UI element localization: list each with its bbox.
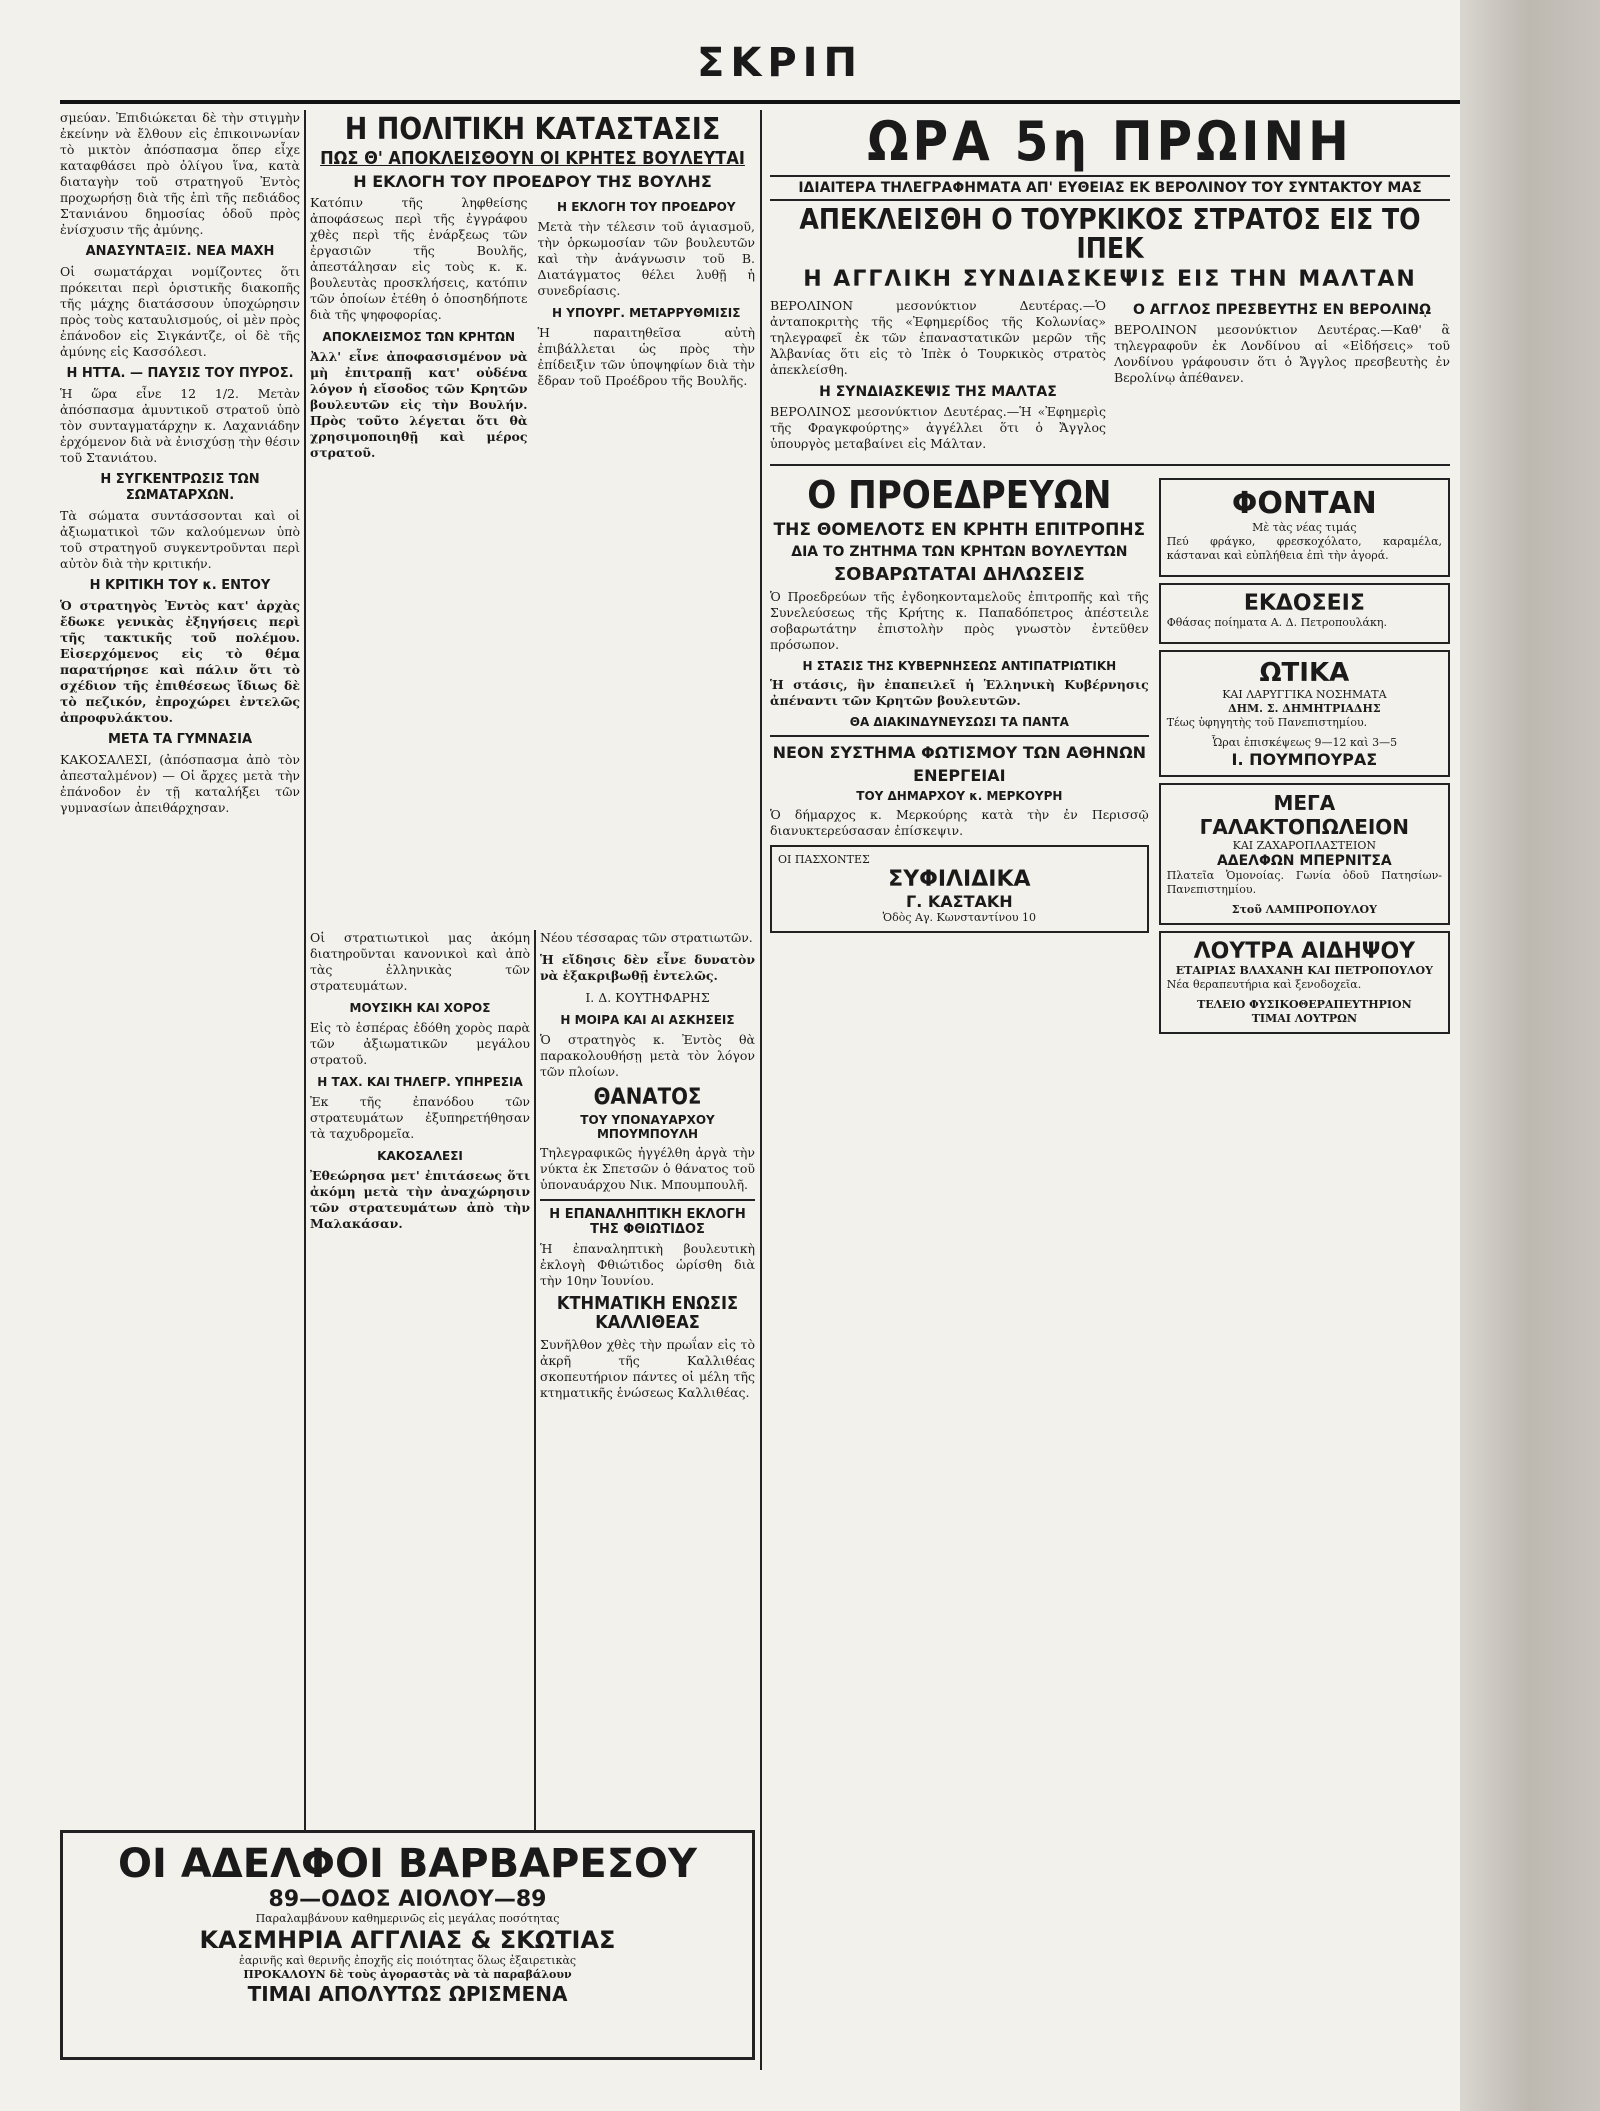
- article-title: Η ΠΟΛΙΤΙΚΗ ΚΑΤΑΣΤΑΣΙΣ: [344, 112, 721, 147]
- ad-title: ΣΥΦΙΛΙΔΙΚΑ: [888, 867, 1031, 893]
- paragraph: Ἐθεώρησα μετ' ἐπιτάσεως ὅτι ἀκόμη μετὰ τὴν ἀναχώρησιν τῶν στρατευμάτων ἀπὸ τὴν Μαλακάσαν.: [310, 1168, 530, 1231]
- death-subtitle: ΤΟΥ ΥΠΟΝΑΥΑΡΧΟΥ ΜΠΟΥΜΠΟΥΛΗ: [580, 1113, 715, 1142]
- section-heading: Η ΣΤΑΣΙΣ ΤΗΣ ΚΥΒΕΡΝΗΣΕΩΣ ΑΝΤΙΠΑΤΡΙΩΤΙΚΗ: [802, 659, 1117, 674]
- paragraph: Οἱ στρατιωτικοὶ μας ἀκόμη διατηροῦνται κανονικοὶ καὶ ἀπὸ τὰς ἐλληνικὰς τῶν στρατευμάτων.: [310, 930, 530, 993]
- divider: [540, 1199, 755, 1201]
- article-subtitle: ΔΙΑ ΤΟ ΖΗΤΗΜΑ ΤΩΝ ΚΡΗΤΩΝ ΒΟΥΛΕΥΤΩΝ: [791, 544, 1128, 561]
- paragraph: ΒΕΡΟΛΙΝΟΝ μεσονύκτιον Δευτέρας.—Καθ' ἃ τηλεγραφοῦν ἐκ Λονδίνου αἱ «Εἰδήσεις» τοῦ Λονδίνου γράφουσιν ὅτι ὁ Ἄγγλος πρεσβευτὴς ἐν Βερολίνῳ ἀπέθανεν.: [1114, 322, 1450, 386]
- lighting-title: ΝΕΟΝ ΣΥΣΤΗΜΑ ΦΩΤΙΣΜΟΥ ΤΩΝ ΑΘΗΝΩΝ: [772, 743, 1147, 763]
- ad-line: Στοῦ ΛΑΜΠΡΟΠΟΥΛΟΥ: [1231, 903, 1377, 917]
- paragraph: Ἡ παραιτηθεῖσα αὐτὴ ἐπιβάλλεται ὡς πρὸς τὴν ἐπίδειξιν τῶν ὑποψηφίων διὰ τὴν ἔδραν τοῦ Προέδρου τῆς Βουλῆς.: [537, 325, 755, 389]
- paragraph: Κατόπιν τῆς ληφθείσης ἀποφάσεως περὶ τῆς ἐγγράφου χθὲς περὶ τῆς ἐνάρξεως τῶν ἐργασιῶν τῆς Βουλῆς, ἀπεστάλησαν εἰς τοὺς κ. κ. βουλευτὰς προσκλήσεις, κατόπιν τῶν ὁποίων ἐτέθη ὁ ὁποσηδήποτε διὰ τῆς ψηφοφορίας.: [310, 195, 528, 323]
- divider: [770, 464, 1450, 466]
- ad-title: ΦΟΝΤΑΝ: [1231, 486, 1377, 522]
- ad-name: ΔΗΜ. Σ. ΔΗΜΗΤΡΙΑΔΗΣ: [1228, 702, 1381, 716]
- ad-line: ΠΡΟΚΑΛΟΥΝ δὲ τοὺς ἀγοραστὰς νὰ τὰ παραβάλουν: [243, 1968, 572, 1981]
- ad-text: Πεύ φράγκο, φρεσκοχόλατο, καραμέλα, κάσταναι καὶ εὐπλήθεια ἐπὶ τὴν ἀγορά.: [1166, 535, 1442, 563]
- column-rule: [760, 110, 762, 2070]
- ad-title: ΕΚΔΟΣΕΙΣ: [1243, 591, 1365, 617]
- paragraph: Ἀλλ' εἶνε ἀποφασισμένον νὰ μὴ ἐπιτραπῇ κατ' οὐδένα λόγον ἡ εἴσοδος τῶν Κρητῶν βουλευτῶν εἰς τὴν Βουλήν. Πρὸς τοῦτο λέγεται ὅτι θὰ χρησιμοποιηθῇ καὶ μέρος στρατοῦ.: [310, 349, 528, 461]
- ad-name: Γ. ΚΑΣΤΑΚΗ: [906, 892, 1013, 912]
- section-heading: Η ΤΑΧ. ΚΑΙ ΤΗΛΕΓΡ. ΥΠΗΡΕΣΙΑ: [317, 1075, 523, 1089]
- paragraph: Ὁ στρατηγὸς Ἐντὸς κατ' ἀρχὰς ἔδωκε γενικὰς ἐξηγήσεις περὶ τῆς τακτικῆς τοῦ πολέμου. Εἰσερχόμενος εἰς τὸ θέμα παρατήρησε καὶ πάλιν ὅτι τὸ σχέδιον τῆς ἐπιθέσεως ἴδιως δὲ τὸ πεζικόν, ἐπροχώρει ἐντελῶς ἀπροφυλάκτου.: [60, 598, 300, 725]
- ad-title: ΩΤΙΚΑ: [1259, 658, 1350, 689]
- ad-line: ΟΙ ΠΑΣΧΟΝΤΕΣ: [778, 853, 870, 867]
- ad-line: ἐαρινῆς καὶ θερινῆς ἐποχῆς εἰς ποιότητας ὅλως ἐξαιρετικὰς: [238, 1954, 577, 1967]
- section-heading: Η ΕΚΛΟΓΗ ΤΟΥ ΠΡΟΕΔΡΟΥ: [556, 200, 736, 215]
- death-title: ΘΑΝΑΤΟΣ: [593, 1085, 702, 1110]
- paragraph: Ὁ Προεδρεύων τῆς ἐγδοηκονταμελοῦς ἐπιτροπῆς καὶ τῆς Συνελεύσεως τῆς Κρήτης κ. Παπαδόπετρος ἀπέστειλε σοβαρωτάτην ἐπιστολὴν πρὸς γνωστὸν ἐντεῦθεν πρόσωπον.: [770, 589, 1149, 653]
- politics-subcolumn: [538, 195, 756, 467]
- middle-lower-column: [310, 930, 530, 1830]
- banner-subtitle: ΙΔΙΑΙΤΕΡΑ ΤΗΛΕΓΡΑΦΗΜΑΤΑ ΑΠ' ΕΥΘΕΙΑΣ ΕΚ ΒΕΡΟΛΙΝΟΥ ΤΟΥ ΣΥΝΤΑΚΤΟΥ ΜΑΣ: [770, 175, 1450, 201]
- kallithea-title: ΚΤΗΜΑΤΙΚΗ ΕΝΩΣΙΣ ΚΑΛΛΙΘΕΑΣ: [556, 1293, 739, 1333]
- ad-address: 89—ΟΔΟΣ ΑΙΟΛΟΥ—89: [268, 1887, 547, 1912]
- ad-hours: Ὧραι ἐπισκέψεως 9—12 καὶ 3—5: [1211, 736, 1398, 750]
- ad-name: Ι. ΠΟΥΜΠΟΥΡΑΣ: [1231, 750, 1378, 770]
- column-rule: [534, 930, 536, 1830]
- section-heading: Η ΥΠΟΥΡΓ. ΜΕΤΑΡΡΥΘΜΙΣΙΣ: [552, 306, 741, 321]
- headline-turkish-army: ΑΠΕΚΛΕΙΣΘΗ Ο ΤΟΥΡΚΙΚΟΣ ΣΤΡΑΤΟΣ ΕΙΣ ΤΟ ΙΠΕΚ: [799, 202, 1421, 266]
- section-heading: ΘΑ ΔΙΑΚΙΝΔΥΝΕΥΣΩΣΙ ΤΑ ΠΑΝΤΑ: [849, 715, 1069, 730]
- lighting-subtitle: ΕΝΕΡΓΕΙΑΙ: [913, 766, 1006, 786]
- ad-text: Φθάσας ποίηματα Α. Δ. Πετροπουλάκη.: [1166, 616, 1387, 630]
- publications-ad: [1159, 583, 1450, 644]
- ad-name: ΑΔΕΛΦΩΝ ΜΠΕΡΝΙΤΣΑ: [1216, 853, 1392, 870]
- section-heading: Η ΚΡΙΤΙΚΗ ΤΟΥ κ. ΕΝΤΟΥ: [89, 578, 271, 593]
- article-subtitle: ΤΗΣ ΘΟΜΕΛΟΤΣ ΕΝ ΚΡΗΤΗ ΕΠΙΤΡΟΠΗΣ: [773, 520, 1146, 541]
- paragraph: Ὁ στρατηγὸς κ. Ἐντὸς θὰ παρακολουθήσῃ μετὰ τὸν λόγον τῶν πλοίων.: [540, 1032, 755, 1079]
- paragraph: Ἐκ τῆς ἐπανόδου τῶν στρατευμάτων ἐξυπηρετήθησαν τὰ ταχυδρομεῖα.: [310, 1094, 530, 1141]
- section-heading: Ο ΑΓΓΛΟΣ ΠΡΕΣΒΕΥΤΗΣ ΕΝ ΒΕΡΟΛΙΝῼ: [1132, 302, 1432, 319]
- paragraph: Τηλεγραφικῶς ἠγγέλθη ἀργὰ τὴν νύκτα ἐκ Σπετσῶν ὁ θάνατος τοῦ ὑποναυάρχου Νικ. Μπουμπουλῆ.: [540, 1145, 755, 1193]
- ad-text: Νέα θεραπευτήρια καὶ ξενοδοχεῖα.: [1166, 978, 1362, 992]
- ad-line: Παραλαμβάνουν καθημερινῶς εἰς μεγάλας ποσότητας: [255, 1912, 560, 1925]
- signature: Ι. Δ. ΚΟΥΤΗΦΑΡΗΣ: [585, 990, 710, 1005]
- fontan-ad: [1159, 478, 1450, 577]
- ad-title: ΛΟΥΤΡΑ ΑΙΔΗΨΟΥ: [1193, 939, 1416, 965]
- telegram-column: [770, 298, 1106, 458]
- dairy-ad: [1159, 783, 1450, 925]
- paragraph: Συνῆλθον χθὲς τὴν πρωΐαν εἰς τὸ ἀκρῆ τῆς Καλλιθέας σκοπευτήριον πάντες οἱ μέλη τῆς κτηματικῆς ἑνώσεως Καλλιθέας.: [540, 1336, 755, 1400]
- section-heading: ΑΝΑΣΥΝΤΑΞΙΣ. ΝΕΑ ΜΑΧΗ: [85, 244, 275, 259]
- paragraph: Ἡ ὥρα εἶνε 12 1/2. Μετὰν ἀπόσπασμα ἀμυντικοῦ στρατοῦ ὑπὸ τὸν συνταγματάρχην κ. Λαχανιάδην ἐρχόμενον διὰ νὰ ἐνισχύσῃ τὴν θέσιν τοῦ Στανιάτου.: [60, 386, 300, 465]
- ad-subtitle: ΕΤΑΙΡΙΑΣ ΒΛΑΧΑΝΗ ΚΑΙ ΠΕΤΡΟΠΟΥΛΟΥ: [1175, 964, 1433, 978]
- paragraph: Ἡ στάσις, ἣν ἐπαπειλεῖ ἡ Ἑλληνικὴ Κυβέρνησις ἀπέναντι τῶν Κρητῶν βουλευτῶν.: [770, 677, 1149, 709]
- crete-article: [770, 472, 1149, 1040]
- ads-column: [1159, 472, 1450, 1040]
- banner-headline: ΩΡΑ 5η ΠΡΩΙΝΗ: [867, 110, 1353, 173]
- paragraph: Ἡ ἐπαναληπτικὴ βουλευτικὴ ἐκλογὴ Φθιώτιδος ὡρίσθη διὰ τὴν 10ην Ἰουνίου.: [540, 1241, 755, 1289]
- lead-paragraph: σμεύαν. Ἐπιδιώκεται δὲ τὴν στιγμὴν ἐκείνην νὰ ἔλθουν εἰς ἐπικοινωνίαν τὸ μικτὸν ἀπόσπασμα ὅπερ εἶχε καταφθάσει πρὸ ὀλίγου ἵνα, κατὰ διαταγὴν τοῦ στρατηγοῦ Ἐντὸς προχωρήσῃ διὰ τῆς ἐπὶ τῆς πεδιάδος Στανιάνου δημοσίας ὁδοῦ πρὸς ἐνίσχυσιν τῆς ἀμύνης.: [60, 110, 300, 237]
- paragraph: Ὁ δήμαρχος κ. Μερκούρης κατὰ τὴν ἐν Περισσῷ διανυκτερεύσασαν ἐπίσκεψιν.: [770, 807, 1149, 839]
- paragraph: Νέου τέσσαρας τῶν στρατιωτῶν.: [540, 930, 753, 945]
- paragraph: Μετὰ τὴν τέλεσιν τοῦ ἁγιασμοῦ, τὴν ὁρκωμοσίαν τῶν βουλευτῶν καὶ τὴν ἀνάγνωσιν τοῦ Β. Διατάγματος θέλει λυθῇ ἡ συνεδρίασις.: [537, 219, 755, 299]
- masthead-rule: [60, 100, 1460, 104]
- masthead: ΣΚΡΙΠ: [697, 40, 863, 86]
- politics-subcolumn: [310, 195, 528, 467]
- middle-right-lower-column: [540, 930, 755, 1830]
- section-heading: ΜΕΤΑ ΤΑ ΓΥΜΝΑΣΙΑ: [107, 732, 253, 747]
- column-rule: [304, 110, 306, 1830]
- paragraph: Εἰς τὸ ἑσπέρας ἐδόθη χορὸς παρὰ τῶν ἀξιωματικῶν μεγάλου στρατοῦ.: [310, 1020, 530, 1067]
- ad-subtitle: ΚΑΙ ΖΑΧΑΡΟΠΛΑΣΤΕΙΟΝ: [1232, 839, 1377, 853]
- article-title: Ο ΠΡΟΕΔΡΕΥΩΝ: [807, 473, 1112, 518]
- article-subtitle: ΠΩΣ Θ' ΑΠΟΚΛΕΙΣΘΟΥΝ ΟΙ ΚΡΗΤΕΣ ΒΟΥΛΕΥΤΑΙ: [320, 147, 745, 169]
- ad-highlight: ΚΑΣΜΗΡΙΑ ΑΓΓΛΙΑΣ & ΣΚΩΤΙΑΣ: [199, 1926, 616, 1954]
- baths-ad: [1159, 931, 1450, 1034]
- article-subtitle: Η ΕΚΛΟΓΗ ΤΟΥ ΠΡΟΕΔΡΟΥ ΤΗΣ ΒΟΥΛΗΣ: [353, 172, 712, 192]
- ad-title: ΟΙ ΑΔΕΛΦΟΙ ΒΑΡΒΑΡΕΣΟΥ: [118, 1841, 697, 1887]
- paragraph: ΒΕΡΟΛΙΝΟΝ μεσονύκτιον Δευτέρας.—Ὁ ἀνταποκριτὴς τῆς «Ἐφημερίδος τῆς Κολωνίας» τηλεγραφεῖ ἐκ τῶν ἐπαναστατικῶν μερῶν τῆς Ἀλβανίας ὅτι εἰς τὸ Ἰπὲκ ὁ Τουρκικὸς στρατὸς ἀπεκλείσθη.: [770, 298, 1106, 378]
- section-heading: Η ΜΟΙΡΑ ΚΑΙ ΑΙ ΑΣΚΗΣΕΙΣ: [560, 1013, 735, 1027]
- paragraph: Οἱ σωματάρχαι νομίζοντες ὅτι πρόκειται περὶ ὁριστικῆς διακοπῆς τῆς μάχης διατάσσουν ὑποχώρησιν πρὸς τοὺς καταυλισμούς, οἱ μὲν πρὸς ἐπάνοδον εἰς Σιγκάντζε, οἱ δὲ τῆς ἀμύνης εἰς Κασσόλεσι.: [60, 264, 300, 359]
- ad-title: ΜΕΓΑ ΓΑΛΑΚΤΟΠΩΛΕΙΟΝ: [1199, 791, 1410, 840]
- divider: [770, 735, 1149, 737]
- paragraph: ΚΑΚΟΣΑΛΕΣΙ, (ἀπόσπασμα ἀπὸ τὸν ἀπεσταλμένον) — Οἱ ἄρχες μετὰ τὴν ἐπάνοδον ἐν τῇ καταλήξει τῶν γυμνασίων ἀπειθάρχησαν.: [60, 752, 300, 815]
- section-heading: ΑΠΟΚΛΕΙΣΜΟΣ ΤΩΝ ΚΡΗΤΩΝ: [322, 330, 516, 345]
- lighting-subtitle: ΤΟΥ ΔΗΜΑΡΧΟΥ κ. ΜΕΡΚΟΥΡΗ: [856, 789, 1063, 804]
- section-heading: ΚΑΚΟΣΑΛΕΣΙ: [377, 1149, 463, 1163]
- right-column: [770, 110, 1450, 2090]
- doctor-ad: [1159, 650, 1450, 777]
- varvaressos-ad: [60, 1830, 755, 2060]
- headline-malta: Η ΑΓΓΛΙΚΗ ΣΥΝΔΙΑΣΚΕΨΙΣ ΕΙΣ ΤΗΝ ΜΑΛΤΑΝ: [803, 267, 1417, 293]
- article-subtitle: ΣΟΒΑΡΩΤΑΤΑΙ ΔΗΛΩΣΕΙΣ: [833, 564, 1085, 586]
- scan-edge: [1460, 0, 1600, 2111]
- left-column: [60, 110, 300, 1810]
- ad-line: ΤΙΜΑΙ ΛΟΥΤΡΩΝ: [1251, 1012, 1357, 1026]
- politics-article: [310, 110, 755, 930]
- ad-text: Πλατεῖα Ὁμονοίας. Γωνία ὁδοῦ Πατησίων-Πανεπιστημίου.: [1166, 869, 1442, 897]
- section-heading: Η ΣΥΝΔΙΑΣΚΕΨΙΣ ΤΗΣ ΜΑΛΤΑΣ: [819, 384, 1057, 401]
- section-heading: ΜΟΥΣΙΚΗ ΚΑΙ ΧΟΡΟΣ: [349, 1001, 491, 1015]
- paragraph: ΒΕΡΟΛΙΝΟΣ μεσονύκτιον Δευτέρας.—Ἡ «Ἐφημερὶς τῆς Φραγκφούρτης» ἀγγέλλει ὅτι ὁ Ἄγγλος ὑπουργὸς μεταβαίνει εἰς Μάλταν.: [770, 404, 1106, 452]
- ad-highlight: ΤΙΜΑΙ ΑΠΟΛΥΤΩΣ ΩΡΙΣΜΕΝΑ: [247, 1982, 568, 2006]
- section-heading: Η ΣΥΓΚΕΝΤΡΩΣΙΣ ΤΩΝ ΣΩΜΑΤΑΡΧΩΝ.: [100, 472, 260, 503]
- ad-subtitle: ΚΑΙ ΛΑΡΥΓΓΙΚΑ ΝΟΣΗΜΑΤΑ: [1222, 688, 1387, 702]
- telegram-column: [1114, 298, 1450, 458]
- section-heading: Η ΗΤΤΑ. — ΠΑΥΣΙΣ ΤΟΥ ΠΥΡΟΣ.: [66, 366, 294, 381]
- syphilis-ad: [770, 845, 1149, 933]
- ad-address: Ὁδὸς Αγ. Κωνσταντίνου 10: [882, 911, 1037, 925]
- paragraph: Ἡ εἴδησις δὲν εἶνε δυνατὸν νὰ ἐξακριβωθῇ ἐντελῶς.: [540, 952, 755, 983]
- election-title: Η ΕΠΑΝΑΛΗΠΤΙΚΗ ΕΚΛΟΓΗ ΤΗΣ ΦΘΙΩΤΙΔΟΣ: [549, 1207, 746, 1238]
- ad-line: ΤΕΛΕΙΟ ΦΥΣΙΚΟΘΕΡΑΠΕΥΤΗΡΙΟΝ: [1197, 998, 1412, 1012]
- paragraph: Τὰ σώματα συντάσσονται καὶ οἱ ἀξιωματικοὶ τῶν καλούμενων ὑπὸ τοῦ στρατηγοῦ συγκεντροῦνται περὶ αὐτὸν διὰ τὴν κριτικήν.: [60, 508, 300, 571]
- ad-text: Τέως ὑφηγητὴς τοῦ Πανεπιστημίου.: [1166, 716, 1368, 730]
- ad-subtitle: Μὲ τὰς νέας τιμάς: [1252, 521, 1357, 535]
